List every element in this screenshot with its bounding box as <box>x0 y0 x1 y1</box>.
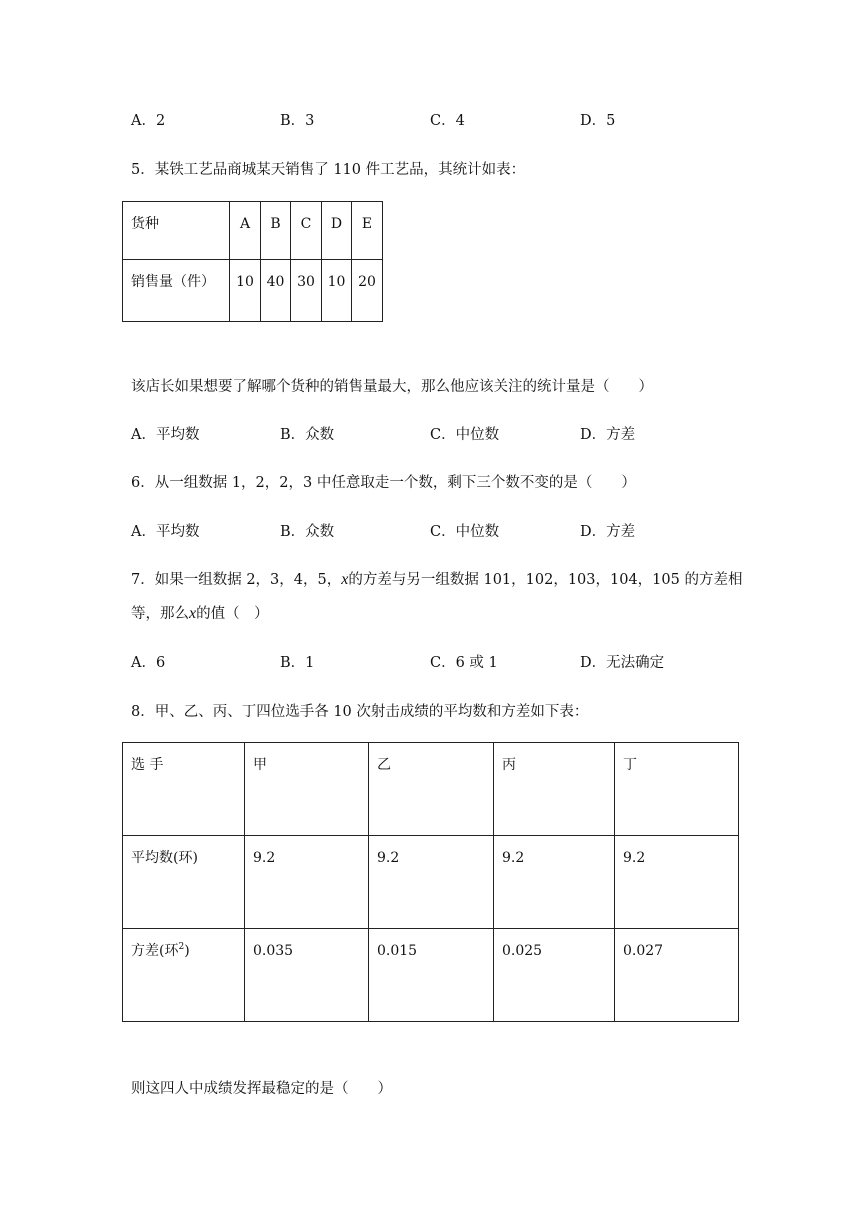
q8-results-table <box>122 742 739 1022</box>
table-cell: 20 <box>352 260 383 322</box>
table-row <box>123 836 739 929</box>
q6-option-b: B．众数 <box>280 524 335 540</box>
table-cell: 甲 <box>245 743 369 836</box>
table-cell: 销售量（件） <box>123 260 230 322</box>
table-cell: 选 手 <box>123 743 245 836</box>
q5-question: 该店长如果想要了解哪个货种的销售量最大，那么他应该关注的统计量是（ ） <box>131 379 653 395</box>
table-cell: 0.027 <box>615 929 739 1022</box>
q6-option-c: C．中位数 <box>430 524 500 540</box>
q7-option-c: C．6 或 1 <box>430 655 498 671</box>
q6-option-a: A．平均数 <box>131 524 200 540</box>
q7-option-a: A．6 <box>131 655 166 671</box>
variance-label-close: ) <box>184 943 190 959</box>
table-cell: C <box>291 202 322 260</box>
table-cell: A <box>230 202 261 260</box>
q5-option-b: B．众数 <box>280 427 335 443</box>
q4-option-a: A．2 <box>131 113 166 129</box>
q7-stem-text: 的方差与另一组数据 101，102，103，104，105 的方差相 <box>348 572 743 588</box>
q7-option-d: D．无法确定 <box>580 655 665 671</box>
superscript: 2 <box>178 942 185 952</box>
q7-stem-text: 7．如果一组数据 2，3，4，5， <box>131 572 342 588</box>
table-cell: 40 <box>261 260 291 322</box>
table-cell: 9.2 <box>245 836 369 929</box>
q6-stem: 6．从一组数据 1，2，2，3 中任意取走一个数，剩下三个数不变的是（ ） <box>131 475 636 491</box>
q5-sales-table <box>122 201 383 322</box>
table-cell: 平均数(环) <box>123 836 245 929</box>
table-cell: 9.2 <box>369 836 494 929</box>
variable-x: x <box>189 605 197 622</box>
variable-x: x <box>341 571 349 588</box>
table-cell: 丁 <box>615 743 739 836</box>
q5-option-d: D．方差 <box>580 427 636 443</box>
table-row <box>123 202 383 260</box>
q4-option-b: B．3 <box>280 113 315 129</box>
q7-stem-line2 <box>131 604 269 624</box>
q8-question: 则这四人中成绩发挥最稳定的是（ ） <box>131 1081 392 1097</box>
table-cell: 货种 <box>123 202 230 260</box>
table-cell: 0.025 <box>494 929 615 1022</box>
table-cell: 9.2 <box>615 836 739 929</box>
table-cell: 9.2 <box>494 836 615 929</box>
q5-option-a: A．平均数 <box>131 427 200 443</box>
q7-stem-text: 的值（ ） <box>196 606 269 622</box>
table-cell <box>123 929 245 1022</box>
table-row <box>123 260 383 322</box>
q5-stem: 5．某铁工艺品商城某天销售了 110 件工艺品，其统计如表： <box>131 162 526 178</box>
q6-option-d: D．方差 <box>580 524 636 540</box>
variance-label: 方差(环 <box>131 943 179 959</box>
q5-option-c: C．中位数 <box>430 427 500 443</box>
table-cell: 10 <box>230 260 261 322</box>
q7-stem-line1 <box>131 570 742 590</box>
table-row <box>123 929 739 1022</box>
table-cell: B <box>261 202 291 260</box>
q8-stem: 8．甲、乙、丙、丁四位选手各 10 次射击成绩的平均数和方差如下表： <box>131 704 589 720</box>
table-cell: E <box>352 202 383 260</box>
table-cell: 0.015 <box>369 929 494 1022</box>
q4-option-d: D．5 <box>580 113 616 129</box>
q7-stem-text: 等，那么 <box>131 606 189 622</box>
q7-option-b: B．1 <box>280 655 315 671</box>
q4-option-c: C．4 <box>430 113 465 129</box>
table-cell: 丙 <box>494 743 615 836</box>
table-cell: D <box>322 202 352 260</box>
table-cell: 0.035 <box>245 929 369 1022</box>
table-row <box>123 743 739 836</box>
table-cell: 10 <box>322 260 352 322</box>
table-cell: 30 <box>291 260 322 322</box>
table-cell: 乙 <box>369 743 494 836</box>
